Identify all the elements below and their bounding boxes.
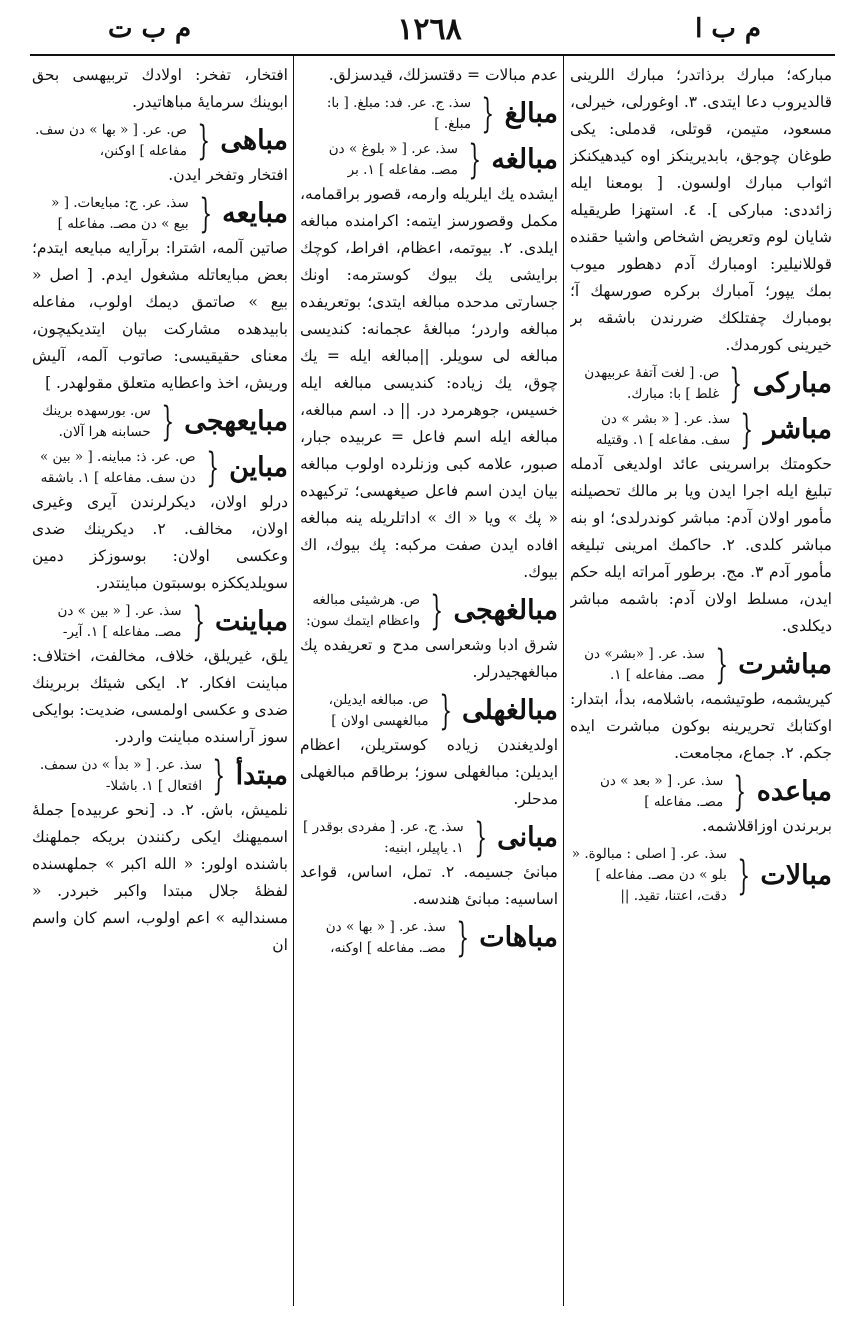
entry-mubaade	[570, 771, 832, 840]
brace-icon: {	[481, 91, 495, 137]
entry-meta: سذ. ج. عر. فد: مبلغ. [ با: مبلغ. ]	[326, 95, 472, 132]
headword: مباشر	[763, 414, 832, 445]
entry-text: کیریشمه، طوتیشمه، باشلامه، بدأ، ابتدار: اوکتابك تحریرینه بوکون مباشرت ایده جکم. ٢. جماع، مجامعت.	[570, 690, 832, 762]
brace-icon: {	[737, 852, 750, 899]
entry-mubayanat	[32, 601, 288, 751]
entry-meta: سذ. عر. [ «بشر» دن مصـ. مفاعله ] ١.	[584, 646, 705, 683]
headword: مبارکی	[752, 368, 832, 399]
entry-meta: سذ. عر. ج: مبایعات. [ « بیع » دن مصـ. مفاعله ]	[51, 195, 189, 232]
header-left-guide-word: م ب ت	[108, 14, 192, 44]
entry-text: نلمیش، باش. ٢. د. [نحو عربیده] جملهٔ اسمیهنك ایکی رکنندن بریکه جملهنك باشنده اولور: « الله اکبر » جملهسنده لفظهٔ جلال مبتدا واکبر خبردر. « مسندالیه » اعم اولوب، اسم کان واسم ان	[32, 801, 288, 954]
entry-text: صاتین آلمه، اشترا: برآرایه مبایعه ایتدم؛ بعض مبایعاتله مشغول ایدم. [ اصل « بیع » صاتمق دیمك اولوب، مفاعله بابیدهده مشارکت بیان ایتدیکیچون، معنای حقیقیسی: صاتوب آلمه، آلیش وریش، اخذ واعطایه متعلق مقولهدر. ]	[32, 239, 288, 392]
entry-meta: س. بورسهده برینك حسابنه هرا آلان.	[42, 403, 151, 440]
brace-icon: {	[199, 191, 212, 237]
entry-text: بربرندن اوزاقلاشمه.	[702, 817, 832, 835]
entry-mubalagha	[300, 139, 558, 586]
entry-mubayin	[32, 447, 288, 597]
entry-meta: سذ. عر. [ « بعد » دن مصـ. مفاعله ]	[599, 773, 724, 810]
brace-icon: {	[715, 642, 728, 688]
headword: مباهات	[479, 922, 558, 953]
headword: مباین	[229, 452, 288, 483]
brace-icon: {	[191, 599, 205, 645]
brace-icon: {	[430, 588, 444, 634]
entry-mabaligh	[300, 93, 558, 135]
entry-text: یلق، غیریلق، خلاف، مخالفت، اختلاف: مباینت افکار. ٢. ایکی شیئك بربرینك ضدی و عکسی اولمسی، ضدیت: بوایکی سوز آراسنده مباینت واردر.	[32, 647, 288, 746]
entry-continuation	[32, 62, 288, 116]
entry-text: حکومتك براسرینی عائد اولدیغی آدمله تبلیغ ایله اجرا ایدن ویا بر مالك تحصیلنه مأمور اولان آدم: مباشر کوندرلدی؛ او بنه مباشر کلدی. ٢. حاکمك امرینی تبلیغه مأمور آدم ٣. مج. برطور آمراته ایله حکم ایدن، مسلط اولان آدم: باشمه مباشر دیکلدی.	[570, 455, 832, 635]
entry-meta: سذ. عر. [ « بشر » دن سف. مفاعله ] ١. وقتیله	[595, 411, 731, 448]
entry-mabani	[300, 817, 558, 913]
entry-text: افتخار، تفخر: اولادك تربیهسی بحق ابوینك سرمایهٔ مباهاتیدر.	[32, 66, 288, 111]
headword: مبتدأ	[235, 760, 288, 791]
entry-meta: ص. مبالغه ایدیلن، مبالغهسی اولان ]	[328, 692, 429, 729]
header-rule	[30, 54, 835, 56]
entry-meta: سذ. عر. [ « بدأ » دن سمف. افتعال ] ١. باشلا-	[39, 757, 203, 794]
column-divider-left	[293, 56, 294, 1306]
entry-text: اولدیغندن زیاده کوستریلن، اعظام ایدیلن: مبالغهلی سوز؛ برطاقم مبالغهلی مدحلر.	[300, 736, 558, 808]
entry-text: مبارکه؛ مبارك برذاتدر؛ مبارك اللرینی قالدیروب دعا ایتدی. ٣. اوغورلی، خیرلی، مسعود، متیمن، قوتلی، قدملی: یكی طوغان چوجق، بابدیرینكز اوه کیدهیکنکز اثواب مبارك اولسون. [ بومعنا ایله زائددی: مبارکی ]. ٤. استهزا طریقیله شایان لوم وتعریض اشخاص واشیا حقنده قوللانیلیر: اومبارك آدم دهطور میوب بمك یپور؛ آمبارك بركره صورسهك آ؛ بومبارك چفتلكك ضررندن باشقه بر خیرینی کورمدك.	[570, 66, 832, 354]
entry-mubayaaji	[32, 401, 288, 443]
brace-icon: {	[212, 753, 226, 799]
entry-meta: سذ. عر. [ « بلوغ » دن مصـ. مفاعله ] ١. بر	[328, 141, 458, 178]
entry-mubahat	[300, 917, 558, 959]
headword: مبالغهلی	[462, 695, 558, 726]
headword: مباشرت	[738, 649, 832, 680]
entry-meta: سذ. عر. [ « بین » دن مصـ. مفاعله ] ١. آیر-	[57, 603, 182, 640]
entry-meta: سذ. عر. [ « بها » دن مصـ. مفاعله ] اوکنه،	[325, 919, 446, 956]
brace-icon: {	[438, 688, 452, 734]
entry-text: شرق ادبا وشعراسی مدح و تعریفده پك مبالغهجیدرلر.	[300, 636, 558, 681]
column-divider-right	[563, 56, 564, 1306]
headword: مبالات	[760, 859, 832, 891]
entry-text: افتخار وتفخر ایدن.	[168, 166, 288, 184]
entry-meta: ص. عر. ذ: مباینه. [ « بین » دن سف. مفاعله ] ١. باشقه	[39, 449, 196, 486]
brace-icon: {	[161, 399, 174, 445]
entry-text: عدم مبالات = دقتسزلك، قیدسزلق.	[328, 66, 558, 84]
brace-icon: {	[729, 361, 743, 407]
entry-mubahi	[32, 120, 288, 189]
column-right	[570, 62, 832, 1307]
brace-icon: {	[468, 137, 482, 183]
headword: مباینت	[214, 606, 288, 637]
entry-mubalaghaji	[300, 590, 558, 686]
entry-meta: ص. [ لغت آتفهٔ عربیهدن غلط ] با: مبارك.	[584, 365, 720, 402]
entry-mubaraki	[570, 363, 832, 405]
entry-meta: سذ. عر. [ اصلی : مبالوة. « بلو » دن مصـ. مفاعله ] دقت، اعتنا، تقید. ||	[571, 846, 727, 904]
brace-icon: {	[197, 118, 211, 164]
column-left	[32, 62, 288, 1307]
headword: مباهی	[220, 125, 288, 156]
column-middle	[300, 62, 558, 1307]
headword: مبالغه	[491, 144, 558, 175]
headword: مبالغهجی	[453, 595, 558, 626]
brace-icon: {	[456, 915, 469, 961]
entry-mubalat	[570, 844, 832, 907]
entry-meta: ص. هرشیئی مبالغه واعظام ایتمك سون:	[306, 592, 421, 629]
headword: مباعده	[756, 776, 832, 807]
page-number: ١٢٦٨	[397, 12, 462, 47]
entry-continuation	[300, 62, 558, 89]
brace-icon: {	[474, 815, 487, 861]
entry-mubasharat	[570, 644, 832, 767]
headword: مبانی	[497, 822, 558, 853]
entry-meta: ص. عر. [ « بها » دن سف. مفاعله ] اوکنن،	[35, 122, 187, 159]
entry-mubtada	[32, 755, 288, 959]
brace-icon: {	[733, 769, 747, 815]
headword: مبایعهجی	[184, 406, 288, 437]
brace-icon: {	[206, 445, 219, 491]
entry-mubalaghali	[300, 690, 558, 813]
page-header	[28, 12, 831, 48]
header-right-guide-word: م ب ا	[695, 14, 761, 44]
entry-text: ایشده یك ایلریله وارمه، قصور براقمامه، مكمل وقصورسز ایتمه: اکرامنده مبالغه ایلدی. ٢. بیوتمه، اعظام، افراط، کوچك برایشی یك بیوك کوسترمه: اونك جسارتی مدحده مبالغه ایتدی؛ بوتعریفده مبالغه واردر؛ مبالغهٔ عجمانه: کندیسی مبالغه لی سویلر. ||مبالغه ایله = یك چوق، یك زیاده: کندیسی مبالغه ایله خسیس، جوهرمرد در. || د. اسم مبالغه، مبالغه ایله اسم فاعل = عربیده جبار، صبور، علامه کبی وزنلرده اولوب مبالغه بیان ایدن اسم فاعل صیغهسی؛ ترکیهده « پك » ویا « اك » اداتلریله ینه مبالغه افاده ایدن صفت مرکبه: پك بیوك، اك بیوك.	[300, 185, 558, 581]
entry-mubashir	[570, 409, 832, 640]
entry-mubayaa	[32, 193, 288, 397]
entry-text: مبانیٔ جسیمه. ٢. تمل، اساس، قواعد اساسیه: مبانیٔ هندسه.	[300, 863, 558, 908]
entry-meta: سذ. ج. عر. [ مفردی بوقدر ] ١. یاپیلر، ابنیه:	[303, 819, 464, 856]
entry-text: درلو اولان، دیکرلرندن آیری وغیری اولان، مخالف. ٢. دیکرینك ضدی وعکسی اولان: بوسوزکز دمین سویلدیککزه بوسبتون مباینتدر.	[32, 493, 288, 592]
headword: مبایعه	[222, 198, 288, 229]
entry-continuation	[570, 62, 832, 359]
brace-icon: {	[740, 407, 754, 453]
headword: مبالغ	[504, 98, 558, 129]
